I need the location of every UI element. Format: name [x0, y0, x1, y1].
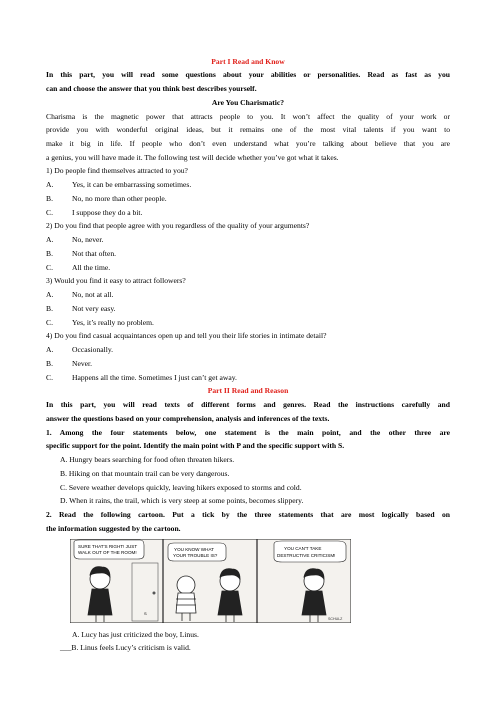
q1-option-b: B. No, no more than other people.: [46, 194, 167, 203]
lucy-figure-2: [218, 569, 242, 622]
part1-heading: Part I Read and Know: [211, 57, 285, 66]
q2-option-a: A. No, never.: [46, 235, 104, 244]
q1-option-a: A. Yes, it can be embarrassing sometimes.: [46, 180, 192, 189]
para-line-4: a genius, you will have made it. The following test will decide whether you’ve got what it takes.: [46, 153, 339, 162]
q1-option-c: C. I suppose they do a bit.: [46, 208, 143, 217]
task1-item-a: A. Hungry bears searching for food often threaten hikers.: [60, 455, 235, 464]
task1-line-1: 1. Among the four statements below, one statement is the main point, and the other three are: [46, 428, 450, 437]
svg-text:SCHULZ: SCHULZ: [328, 617, 343, 621]
part2-heading: Part II Read and Reason: [207, 386, 289, 395]
svg-text:S: S: [144, 611, 147, 616]
q3-option-a: A. No, not at all.: [46, 290, 114, 299]
task1-item-b: B. Hiking on that mountain trail can be very dangerous.: [60, 469, 230, 478]
bubble-2-line-2: YOUR TROUBLE IS?: [173, 553, 218, 558]
para-line-1: Charisma is the magnetic power that attracts people to you. It won’t affect the quality of your work or: [46, 112, 450, 121]
question-4: 4) Do you find casual acquaintances open up and tell you their life stories in intimate detail?: [46, 331, 327, 340]
task2-item-b: ___B. Linus feels Lucy’s criticism is valid.: [60, 643, 191, 652]
task1-item-c: C. Severe weather develops quickly, leaving hikers exposed to storms and cold.: [60, 483, 302, 492]
bubble-1-line-1: SURE THAT'S RIGHT! JUST: [78, 544, 138, 549]
question-2: 2) Do you find that people agree with you regardless of the quality of your arguments?: [46, 221, 310, 230]
task1-item-d: D. When it rains, the trail, which is very steep at some points, becomes slippery.: [60, 496, 304, 505]
speech-bubble-3: [274, 541, 346, 562]
bubble-3-line-2: DESTRUCTIVE CRITICISM!: [277, 553, 336, 558]
q4-option-b: B. Never.: [46, 359, 93, 368]
lucy-figure: [88, 567, 112, 622]
lucy-figure-3: [302, 569, 326, 622]
article-title: Are You Charismatic?: [211, 98, 285, 107]
part1-intro-line-1: In this part, you will read some questions about your abilities or personalities. Read as fast as you: [46, 70, 450, 79]
q3-option-c: C. Yes, it’s really no problem.: [46, 318, 154, 327]
question-3: 3) Would you find it easy to attract followers?: [46, 276, 186, 285]
task1-line-2: specific support for the point. Identify the main point with P and the specific support with S.: [46, 441, 345, 450]
para-line-2: provide you with wonderful original ideas, but it remains one of the most vital talents if you want to: [46, 125, 450, 134]
q4-option-a: A. Occasionally.: [46, 345, 114, 354]
q2-option-c: C. All the time.: [46, 263, 111, 272]
q2-option-b: B. Not that often.: [46, 249, 117, 258]
para-line-3: make it big in life. If people who don’t even understand what you’re talking about believe that you are: [46, 139, 450, 148]
bubble-1-line-2: WALK OUT OF THE ROOM!: [78, 550, 137, 555]
task2-line-1: 2. Read the following cartoon. Put a tick by the three statements that are most logically based on: [46, 510, 450, 519]
speech-bubble-2: [168, 543, 226, 561]
peanuts-cartoon: [70, 539, 351, 623]
task2-line-2: the information suggested by the cartoon.: [46, 524, 181, 533]
bubble-2-line-1: YOU KNOW WHAT: [174, 547, 214, 552]
part1-intro-line-2: can and choose the answer that you think best describes yourself.: [46, 84, 257, 93]
part2-intro-line-2: answer the questions based on your comprehension, analysis and inferences of the texts.: [46, 414, 330, 423]
question-1: 1) Do people find themselves attracted to you?: [46, 166, 188, 175]
task2-item-a: A. Lucy has just criticized the boy, Linus.: [72, 630, 199, 639]
q3-option-b: B. Not very easy.: [46, 304, 116, 313]
part2-intro-line-1: In this part, you will read texts of different forms and genres. Read the instructions carefully and: [46, 400, 450, 409]
bubble-3-line-1: YOU CAN'T TAKE: [284, 546, 322, 551]
q4-option-c: C. Happens all the time. Sometimes I just can’t get away.: [46, 373, 237, 382]
